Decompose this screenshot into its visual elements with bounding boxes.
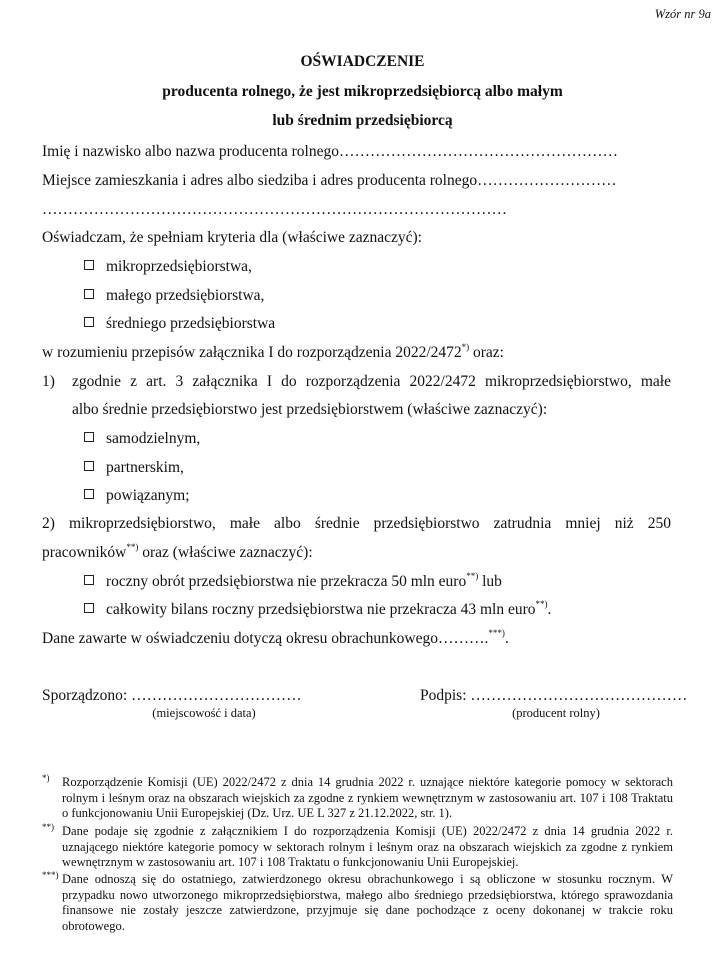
option-balance-mark: **) bbox=[535, 599, 548, 609]
option-turnover-tail: lub bbox=[478, 573, 502, 590]
period-text[interactable]: Dane zawarte w oświadczeniu dotyczą okresu obrachunkowego………. bbox=[42, 630, 489, 647]
option-partner-label: partnerskim, bbox=[106, 459, 184, 476]
option-linked-label: powiązanym; bbox=[106, 487, 190, 504]
address-field[interactable]: Miejsce zamieszkania i adres albo siedziba i adres producenta rolnego……………………… bbox=[42, 172, 617, 189]
option-partner[interactable] bbox=[84, 458, 184, 478]
point-2-line-1: 2) mikroprzedsiębiorstwo, małe albo średnie przedsiębiorstwo zatrudnia mniej niż 250 bbox=[42, 515, 671, 532]
option-turnover-mark: **) bbox=[466, 571, 479, 581]
checkbox-micro[interactable] bbox=[84, 260, 94, 270]
point-2-tail: oraz (właściwe zaznaczyć): bbox=[138, 544, 313, 561]
point-1-line-1: zgodnie z art. 3 załącznika I do rozporządzenia 2022/2472 mikroprzedsiębiorstwo, małe bbox=[72, 373, 671, 390]
checkbox-balance[interactable] bbox=[84, 603, 94, 613]
footnote-1-text: Rozporządzenie Komisji (UE) 2022/2472 z dnia 14 grudnia 2022 r. uznające niektóre kategorie pomocy w sektorach rolnym i leśnym oraz na obszarach wiejskich za zgodne z rynkiem wewnętrznym w zastosowaniu art. 107 i 108 Traktatu o funkcjonowaniu Unii Europejskiej (Dz. Urz. UE L 327 z 21.12.2022, str. 1). bbox=[62, 775, 673, 820]
option-small-label: małego przedsiębiorstwa, bbox=[106, 287, 265, 304]
option-linked[interactable] bbox=[84, 486, 190, 506]
option-micro-label: mikroprzedsiębiorstwa, bbox=[106, 258, 252, 275]
checkbox-turnover[interactable] bbox=[84, 575, 94, 585]
footnote-1-mark: *) bbox=[42, 773, 50, 783]
footnote-2-text: Dane podaje się zgodnie z załącznikiem I do rozporządzenia Komisji (UE) 2022/2472 z dnia 14 grudnia 2022 r. uznającego niektóre kategorie pomocy w sektorach rolnym i leśnym oraz na obszarach wiejskich za zgodne z rynkiem wewnętrznym w zastosowaniu art. 107 i 108 Traktatu o funkcjonowaniu Unii Europejskiej. bbox=[62, 824, 673, 869]
option-turnover-label: roczny obrót przedsiębiorstwa nie przekracza 50 mln euro bbox=[106, 573, 467, 590]
place-date-field[interactable]: Sporządzono: …………………………… bbox=[42, 687, 302, 704]
signature-field[interactable]: Podpis: …………………………………… bbox=[420, 687, 688, 704]
point-1-line-2: albo średnie przedsiębiorstwo jest przedsiębiorstwem (właściwe zaznaczyć): bbox=[72, 401, 548, 418]
option-turnover[interactable] bbox=[84, 572, 502, 592]
name-field[interactable]: Imię i nazwisko albo nazwa producenta rolnego……………………………………………… bbox=[42, 143, 618, 160]
form-label: Wzór nr 9a bbox=[654, 7, 711, 21]
option-small[interactable] bbox=[84, 286, 264, 306]
footnote-3-mark: ***) bbox=[42, 870, 59, 880]
period-footnote-mark: ***) bbox=[488, 628, 505, 638]
point-2-footnote-mark: **) bbox=[126, 542, 139, 552]
checkbox-independent[interactable] bbox=[84, 432, 94, 442]
regulation-footnote-mark: *) bbox=[461, 342, 470, 352]
regulation-text: w rozumieniu przepisów załącznika I do rozporządzenia 2022/2472 bbox=[42, 344, 462, 361]
checkbox-linked[interactable] bbox=[84, 489, 94, 499]
point-1-number: 1) bbox=[42, 373, 55, 390]
option-balance[interactable] bbox=[84, 600, 551, 620]
checkbox-medium[interactable] bbox=[84, 317, 94, 327]
point-2-employees: pracowników bbox=[42, 544, 127, 561]
footnotes bbox=[0, 771, 725, 951]
option-independent-label: samodzielnym, bbox=[106, 430, 201, 447]
option-balance-label: całkowity bilans roczny przedsiębiorstwa nie przekracza 43 mln euro bbox=[106, 601, 536, 618]
footnote-3-text: Dane odnoszą się do ostatniego, zatwierdzonego okresu obrachunkowego i są obliczone w stosunku rocznym. W przypadku nowo utworzonego mikroprzedsiębiorstwa, małego albo średniego przedsiębiorstwa, którego sprawozdania finansowe nie zostały jeszcze zatwierdzone, przyjmuje się dane pochodzące z oceny dokonanej w trakcie roku obrotowego. bbox=[62, 872, 673, 933]
checkbox-partner[interactable] bbox=[84, 461, 94, 471]
footnote-2-mark: **) bbox=[42, 822, 54, 832]
point-2-line-2 bbox=[42, 543, 313, 563]
option-micro[interactable] bbox=[84, 257, 252, 277]
regulation-tail: oraz: bbox=[469, 344, 504, 361]
period-line[interactable] bbox=[42, 629, 509, 649]
option-medium-label: średniego przedsiębiorstwa bbox=[106, 315, 276, 332]
place-date-caption: (miejscowość i data) bbox=[152, 706, 256, 720]
signature-caption: (producent rolny) bbox=[512, 706, 600, 720]
option-independent[interactable] bbox=[84, 429, 200, 449]
period-tail: . bbox=[504, 630, 509, 647]
document-title: OŚWIADCZENIE bbox=[300, 53, 425, 70]
checkbox-small[interactable] bbox=[84, 289, 94, 299]
address-field-continued[interactable]: ……………………………………………………………………………… bbox=[42, 201, 507, 218]
document-subtitle-2: lub średnim przedsiębiorcą bbox=[272, 112, 453, 129]
option-medium[interactable] bbox=[84, 314, 275, 334]
regulation-line bbox=[42, 343, 504, 363]
declare-intro: Oświadczam, że spełniam kryteria dla (właściwe zaznaczyć): bbox=[42, 229, 422, 246]
option-balance-tail: . bbox=[547, 601, 552, 618]
document-subtitle-1: producenta rolnego, że jest mikroprzedsiębiorcą albo małym bbox=[162, 83, 563, 100]
